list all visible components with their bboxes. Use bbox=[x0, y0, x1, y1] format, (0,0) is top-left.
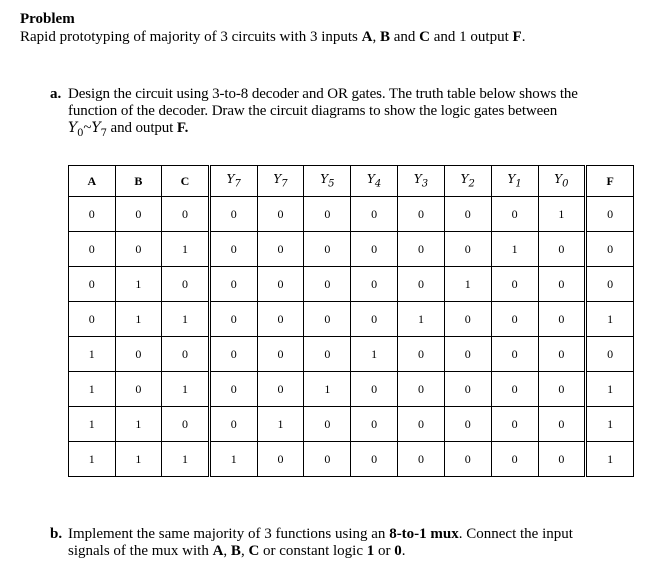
part-b-line-2 bbox=[68, 543, 660, 560]
table-cell: 0 bbox=[162, 337, 210, 372]
part-b-line-2-mid: or constant logic bbox=[259, 543, 367, 559]
table-cell: 0 bbox=[586, 197, 634, 232]
table-cell: 1 bbox=[586, 407, 634, 442]
part-a bbox=[50, 86, 640, 142]
table-cell: 1 bbox=[162, 372, 210, 407]
table-cell: 0 bbox=[538, 407, 586, 442]
constant-zero: 0 bbox=[394, 543, 402, 559]
table-cell: 0 bbox=[69, 232, 116, 267]
table-cell: 0 bbox=[491, 302, 538, 337]
table-row bbox=[69, 232, 634, 267]
table-row bbox=[69, 267, 634, 302]
column-header: $Y_7$ bbox=[209, 166, 257, 197]
table-cell: 0 bbox=[444, 372, 491, 407]
part-b-line-1-end: . Connect the input bbox=[458, 526, 573, 542]
intro-end: . bbox=[521, 29, 526, 45]
column-header: $Y_5$ bbox=[304, 166, 351, 197]
table-cell: 0 bbox=[398, 407, 445, 442]
table-cell: 0 bbox=[69, 267, 116, 302]
table-cell: 0 bbox=[162, 197, 210, 232]
table-cell: 1 bbox=[115, 407, 162, 442]
table-cell: 1 bbox=[162, 232, 210, 267]
table-cell: 1 bbox=[162, 442, 210, 477]
y7-symbol: $Y_7$ bbox=[91, 120, 107, 139]
y0-symbol: $Y_0$ bbox=[68, 120, 84, 139]
table-cell: 1 bbox=[209, 442, 257, 477]
part-a-line-3-mid: and output bbox=[106, 120, 177, 136]
table-cell: 0 bbox=[491, 197, 538, 232]
table-cell: 0 bbox=[398, 267, 445, 302]
table-cell: 0 bbox=[209, 197, 257, 232]
column-header: A bbox=[69, 166, 116, 197]
table-cell: 1 bbox=[398, 302, 445, 337]
intro-and: and bbox=[390, 29, 420, 45]
table-cell: 0 bbox=[162, 267, 210, 302]
table-cell: 0 bbox=[491, 442, 538, 477]
part-a-line-3 bbox=[68, 120, 658, 142]
table-cell: 0 bbox=[586, 267, 634, 302]
column-header: $Y_0$ bbox=[538, 166, 586, 197]
table-cell: 0 bbox=[491, 267, 538, 302]
table-cell: 0 bbox=[257, 337, 304, 372]
part-a-line-2: function of the decoder. Draw the circuit diagrams to show the logic gates between bbox=[68, 103, 558, 119]
comma-2: , bbox=[240, 543, 249, 559]
table-cell: 0 bbox=[257, 267, 304, 302]
table-cell: 0 bbox=[538, 372, 586, 407]
table-cell: 1 bbox=[115, 302, 162, 337]
input-b: B bbox=[379, 29, 390, 45]
part-b-line-1 bbox=[68, 526, 660, 543]
table-cell: 0 bbox=[491, 337, 538, 372]
table-cell: 0 bbox=[257, 232, 304, 267]
table-cell: 1 bbox=[491, 232, 538, 267]
signal-b: B bbox=[230, 543, 241, 559]
part-a-line-1: Design the circuit using 3-to-8 decoder and OR gates. The truth table below shows the bbox=[68, 86, 578, 102]
input-c: C bbox=[419, 29, 431, 45]
constant-one: 1 bbox=[366, 543, 375, 559]
truth-table bbox=[68, 165, 634, 477]
column-header: $Y_4$ bbox=[351, 166, 398, 197]
table-cell: 0 bbox=[351, 232, 398, 267]
table-cell: 0 bbox=[304, 302, 351, 337]
column-header: B bbox=[115, 166, 162, 197]
column-header: F bbox=[586, 166, 634, 197]
table-cell: 0 bbox=[257, 197, 304, 232]
table-cell: 1 bbox=[69, 372, 116, 407]
table-cell: 1 bbox=[586, 372, 634, 407]
table-cell: 0 bbox=[444, 232, 491, 267]
table-cell: 1 bbox=[586, 302, 634, 337]
table-cell: 0 bbox=[444, 302, 491, 337]
table-row bbox=[69, 407, 634, 442]
column-header: $Y_1$ bbox=[491, 166, 538, 197]
column-header: $Y_3$ bbox=[398, 166, 445, 197]
table-cell: 0 bbox=[115, 372, 162, 407]
table-cell: 0 bbox=[398, 197, 445, 232]
table-cell: 0 bbox=[209, 372, 257, 407]
table-cell: 0 bbox=[491, 407, 538, 442]
table-cell: 0 bbox=[444, 407, 491, 442]
intro-comma: , bbox=[372, 29, 380, 45]
table-cell: 0 bbox=[538, 337, 586, 372]
table-cell: 0 bbox=[209, 302, 257, 337]
table-cell: 1 bbox=[69, 337, 116, 372]
table-cell: 1 bbox=[586, 442, 634, 477]
table-row bbox=[69, 337, 634, 372]
table-cell: 1 bbox=[257, 407, 304, 442]
table-cell: 0 bbox=[351, 372, 398, 407]
part-b bbox=[50, 526, 650, 560]
table-cell: 0 bbox=[538, 267, 586, 302]
table-cell: 0 bbox=[586, 232, 634, 267]
table-cell: 0 bbox=[351, 302, 398, 337]
table-cell: 0 bbox=[351, 442, 398, 477]
table-cell: 0 bbox=[398, 337, 445, 372]
table-cell: 0 bbox=[351, 197, 398, 232]
output-f-ref: F. bbox=[176, 120, 189, 136]
part-a-marker: a. bbox=[50, 86, 62, 102]
table-cell: 1 bbox=[538, 197, 586, 232]
table-cell: 0 bbox=[538, 442, 586, 477]
table-cell: 0 bbox=[115, 197, 162, 232]
table-cell: 0 bbox=[69, 302, 116, 337]
table-cell: 0 bbox=[304, 407, 351, 442]
table-cell: 0 bbox=[115, 232, 162, 267]
table-cell: 1 bbox=[115, 442, 162, 477]
table-cell: 0 bbox=[304, 232, 351, 267]
table-row bbox=[69, 302, 634, 337]
column-header: C bbox=[162, 166, 210, 197]
intro-mid: and 1 output bbox=[430, 29, 513, 45]
table-cell: 0 bbox=[538, 232, 586, 267]
table-cell: 0 bbox=[444, 337, 491, 372]
table-cell: 0 bbox=[257, 302, 304, 337]
table-cell: 1 bbox=[304, 372, 351, 407]
table-cell: 0 bbox=[304, 337, 351, 372]
problem-statement bbox=[20, 28, 525, 46]
table-cell: 0 bbox=[444, 442, 491, 477]
truth-table-header bbox=[69, 166, 634, 197]
mux-label: 8-to-1 mux bbox=[389, 526, 459, 542]
table-cell: 0 bbox=[209, 232, 257, 267]
signal-c: C bbox=[248, 543, 260, 559]
table-cell: 1 bbox=[69, 442, 116, 477]
signal-a: A bbox=[212, 543, 224, 559]
part-b-line-2-or: or bbox=[374, 543, 395, 559]
part-b-marker: b. bbox=[50, 526, 63, 542]
table-cell: 0 bbox=[209, 267, 257, 302]
table-row bbox=[69, 372, 634, 407]
column-header: $Y_2$ bbox=[444, 166, 491, 197]
table-cell: 1 bbox=[162, 302, 210, 337]
column-header: $Y_7$ bbox=[257, 166, 304, 197]
table-cell: 1 bbox=[115, 267, 162, 302]
tilde: ~ bbox=[83, 120, 92, 136]
part-b-line-1-text: Implement the same majority of 3 functions using an bbox=[68, 526, 390, 542]
table-cell: 0 bbox=[351, 267, 398, 302]
table-cell: 0 bbox=[398, 442, 445, 477]
table-cell: 0 bbox=[304, 442, 351, 477]
truth-table-body bbox=[69, 197, 634, 477]
intro-text: Rapid prototyping of majority of 3 circuits with 3 inputs bbox=[20, 29, 362, 45]
table-cell: 0 bbox=[351, 407, 398, 442]
table-cell: 0 bbox=[586, 337, 634, 372]
table-cell: 0 bbox=[398, 372, 445, 407]
table-cell: 1 bbox=[69, 407, 116, 442]
table-cell: 0 bbox=[209, 407, 257, 442]
part-b-line-2-text: signals of the mux with bbox=[68, 543, 213, 559]
table-row bbox=[69, 442, 634, 477]
table-cell: 0 bbox=[209, 337, 257, 372]
table-cell: 0 bbox=[398, 232, 445, 267]
table-cell: 0 bbox=[257, 442, 304, 477]
part-b-line-2-end: . bbox=[401, 543, 406, 559]
table-cell: 1 bbox=[444, 267, 491, 302]
table-cell: 0 bbox=[444, 197, 491, 232]
table-cell: 0 bbox=[69, 197, 116, 232]
table-cell: 0 bbox=[491, 372, 538, 407]
table-row bbox=[69, 197, 634, 232]
table-cell: 1 bbox=[351, 337, 398, 372]
problem-heading: Problem bbox=[20, 11, 75, 27]
table-cell: 0 bbox=[115, 337, 162, 372]
comma-1: , bbox=[223, 543, 231, 559]
table-cell: 0 bbox=[304, 267, 351, 302]
table-cell: 0 bbox=[257, 372, 304, 407]
table-cell: 0 bbox=[162, 407, 210, 442]
output-f: F bbox=[512, 29, 522, 45]
table-cell: 0 bbox=[538, 302, 586, 337]
table-cell: 0 bbox=[304, 197, 351, 232]
input-a: A bbox=[361, 29, 373, 45]
